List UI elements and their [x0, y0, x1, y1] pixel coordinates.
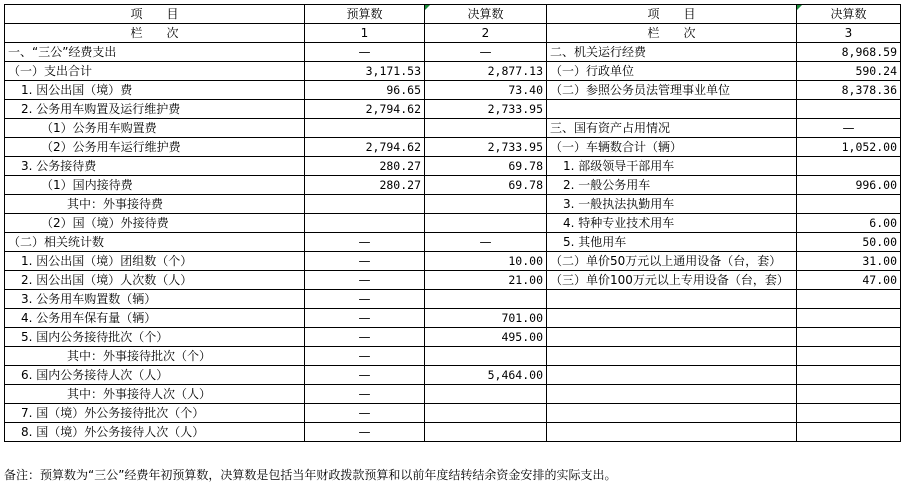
value-cell[interactable]	[797, 309, 901, 328]
budget-cell[interactable]	[305, 119, 425, 138]
budget-cell[interactable]: —	[305, 366, 425, 385]
table-row	[5, 100, 901, 119]
value-cell[interactable]: 31.00	[797, 252, 901, 271]
budget-cell[interactable]: —	[305, 328, 425, 347]
table-row	[5, 347, 901, 366]
table-row	[5, 233, 901, 252]
value-cell[interactable]	[797, 100, 901, 119]
row-label[interactable]: 1. 因公出国（境）团组数（个）	[5, 252, 305, 271]
table-row	[5, 423, 901, 442]
budget-cell[interactable]: —	[305, 347, 425, 366]
column-1[interactable]: 1	[305, 24, 425, 43]
row-label[interactable]: （1）公务用车购置费	[5, 119, 305, 138]
column-label-right[interactable]: 栏 次	[547, 24, 797, 43]
value-cell[interactable]: 6.00	[797, 214, 901, 233]
header-final-right[interactable]: 决算数	[797, 5, 901, 24]
value-cell[interactable]: —	[797, 119, 901, 138]
table-row	[5, 81, 901, 100]
final-cell[interactable]: —	[425, 233, 547, 252]
final-cell[interactable]: 5,464.00	[425, 366, 547, 385]
budget-cell[interactable]: 2,794.62	[305, 138, 425, 157]
budget-cell[interactable]: —	[305, 385, 425, 404]
row-label[interactable]: 1. 因公出国（境）费	[5, 81, 305, 100]
column-3[interactable]: 3	[797, 24, 901, 43]
row-label[interactable]: （1）国内接待费	[5, 176, 305, 195]
row-label-right[interactable]	[547, 100, 797, 119]
row-label[interactable]: 6. 国内公务接待人次（人）	[5, 366, 305, 385]
column-label[interactable]: 栏 次	[5, 24, 305, 43]
header-final[interactable]: 决算数	[425, 5, 547, 24]
budget-cell[interactable]: 96.65	[305, 81, 425, 100]
table-row	[5, 62, 901, 81]
budget-cell[interactable]: 3,171.53	[305, 62, 425, 81]
row-label[interactable]: 其中：外事接待批次（个）	[5, 347, 305, 366]
budget-cell[interactable]	[305, 195, 425, 214]
row-label[interactable]: 其中：外事接待人次（人）	[5, 385, 305, 404]
row-label[interactable]: 2. 公务用车购置及运行维护费	[5, 100, 305, 119]
value-cell[interactable]	[797, 290, 901, 309]
expenditure-table	[4, 4, 901, 442]
budget-cell[interactable]: 280.27	[305, 157, 425, 176]
comment-marker-icon	[797, 5, 802, 10]
budget-cell[interactable]: —	[305, 309, 425, 328]
table-row	[5, 214, 901, 233]
row-label-right[interactable]	[547, 404, 797, 423]
final-cell[interactable]: 2,733.95	[425, 138, 547, 157]
row-label-right[interactable]	[547, 290, 797, 309]
column-2[interactable]: 2	[425, 24, 547, 43]
final-cell[interactable]	[425, 347, 547, 366]
comment-marker-icon	[425, 5, 430, 10]
value-cell[interactable]	[797, 404, 901, 423]
value-cell[interactable]	[797, 328, 901, 347]
final-cell[interactable]	[425, 423, 547, 442]
final-cell[interactable]	[425, 119, 547, 138]
header-row	[5, 5, 901, 24]
final-cell[interactable]: 2,877.13	[425, 62, 547, 81]
value-cell[interactable]	[797, 195, 901, 214]
final-cell[interactable]	[425, 214, 547, 233]
table-row	[5, 404, 901, 423]
value-cell[interactable]: 996.00	[797, 176, 901, 195]
row-label-right[interactable]: 2. 一般公务用车	[547, 176, 797, 195]
budget-cell[interactable]: 280.27	[305, 176, 425, 195]
table-row	[5, 119, 901, 138]
row-label-right[interactable]: （二）参照公务员法管理事业单位	[547, 81, 797, 100]
budget-cell[interactable]: —	[305, 43, 425, 62]
value-cell[interactable]: 8,968.59	[797, 43, 901, 62]
row-label[interactable]: （2）公务用车运行维护费	[5, 138, 305, 157]
budget-cell[interactable]: —	[305, 233, 425, 252]
row-label[interactable]: 3. 公务接待费	[5, 157, 305, 176]
header-item[interactable]: 项 目	[5, 5, 305, 24]
row-label-right[interactable]: 4. 特种专业技术用车	[547, 214, 797, 233]
table-row	[5, 138, 901, 157]
footnote: 备注：预算数为“三公”经费年初预算数，决算数是包括当年财政拨款预算和以前年度结转结余资金安排的实际支出。	[4, 468, 617, 482]
final-cell[interactable]: 69.78	[425, 176, 547, 195]
value-cell[interactable]: 1,052.00	[797, 138, 901, 157]
header-item-right[interactable]: 项 目	[547, 5, 797, 24]
value-cell[interactable]	[797, 423, 901, 442]
table-row	[5, 176, 901, 195]
row-label[interactable]: （一）支出合计	[5, 62, 305, 81]
row-label[interactable]: 8. 国（境）外公务接待人次（人）	[5, 423, 305, 442]
row-label-right[interactable]	[547, 385, 797, 404]
row-label-right[interactable]	[547, 309, 797, 328]
final-cell[interactable]	[425, 385, 547, 404]
final-cell[interactable]	[425, 404, 547, 423]
row-label[interactable]: （2）国（境）外接待费	[5, 214, 305, 233]
value-cell[interactable]	[797, 157, 901, 176]
column-index-row	[5, 24, 901, 43]
row-label-right[interactable]	[547, 366, 797, 385]
row-label-right[interactable]: 3. 一般执法执勤用车	[547, 195, 797, 214]
budget-cell[interactable]: —	[305, 290, 425, 309]
final-cell[interactable]: 21.00	[425, 271, 547, 290]
header-budget[interactable]: 预算数	[305, 5, 425, 24]
final-cell[interactable]: 69.78	[425, 157, 547, 176]
budget-cell[interactable]: —	[305, 271, 425, 290]
row-label[interactable]: 5. 国内公务接待批次（个）	[5, 328, 305, 347]
row-label-right[interactable]: 三、国有资产占用情况	[547, 119, 797, 138]
row-label-right[interactable]: （三）单价100万元以上专用设备（台，套）	[547, 271, 797, 290]
budget-cell[interactable]: —	[305, 404, 425, 423]
final-cell[interactable]: 701.00	[425, 309, 547, 328]
final-cell[interactable]: 2,733.95	[425, 100, 547, 119]
row-label-right[interactable]	[547, 347, 797, 366]
value-cell[interactable]	[797, 385, 901, 404]
value-cell[interactable]	[797, 366, 901, 385]
row-label[interactable]: 其中：外事接待费	[5, 195, 305, 214]
table-row	[5, 157, 901, 176]
budget-cell[interactable]: 2,794.62	[305, 100, 425, 119]
row-label-right[interactable]	[547, 328, 797, 347]
table-row	[5, 271, 901, 290]
final-cell[interactable]: 495.00	[425, 328, 547, 347]
row-label[interactable]: 7. 国（境）外公务接待批次（个）	[5, 404, 305, 423]
final-cell[interactable]	[425, 290, 547, 309]
row-label-right[interactable]: （二）单价50万元以上通用设备（台，套）	[547, 252, 797, 271]
final-cell[interactable]	[425, 195, 547, 214]
row-label-right[interactable]: 1. 部级领导干部用车	[547, 157, 797, 176]
table-row	[5, 385, 901, 404]
table-row	[5, 328, 901, 347]
table-row	[5, 195, 901, 214]
table-row	[5, 309, 901, 328]
row-label-right[interactable]	[547, 423, 797, 442]
budget-cell[interactable]: —	[305, 423, 425, 442]
budget-cell[interactable]: —	[305, 252, 425, 271]
row-label-right[interactable]: （一）行政单位	[547, 62, 797, 81]
row-label[interactable]: 4. 公务用车保有量（辆）	[5, 309, 305, 328]
value-cell[interactable]: 590.24	[797, 62, 901, 81]
row-label-right[interactable]: （一）车辆数合计（辆）	[547, 138, 797, 157]
row-label[interactable]: 一、“三公”经费支出	[5, 43, 305, 62]
final-cell[interactable]: 73.40	[425, 81, 547, 100]
value-cell[interactable]: 47.00	[797, 271, 901, 290]
table-row	[5, 366, 901, 385]
table-row	[5, 290, 901, 309]
row-label[interactable]: 2. 因公出国（境）人次数（人）	[5, 271, 305, 290]
final-cell[interactable]: 10.00	[425, 252, 547, 271]
row-label[interactable]: 3. 公务用车购置数（辆）	[5, 290, 305, 309]
final-cell[interactable]: —	[425, 43, 547, 62]
value-cell[interactable]: 8,378.36	[797, 81, 901, 100]
budget-cell[interactable]	[305, 214, 425, 233]
table-row	[5, 43, 901, 62]
value-cell[interactable]: 50.00	[797, 233, 901, 252]
table-row	[5, 252, 901, 271]
value-cell[interactable]	[797, 347, 901, 366]
row-label-right[interactable]: 二、机关运行经费	[547, 43, 797, 62]
row-label-right[interactable]: 5. 其他用车	[547, 233, 797, 252]
row-label[interactable]: （二）相关统计数	[5, 233, 305, 252]
